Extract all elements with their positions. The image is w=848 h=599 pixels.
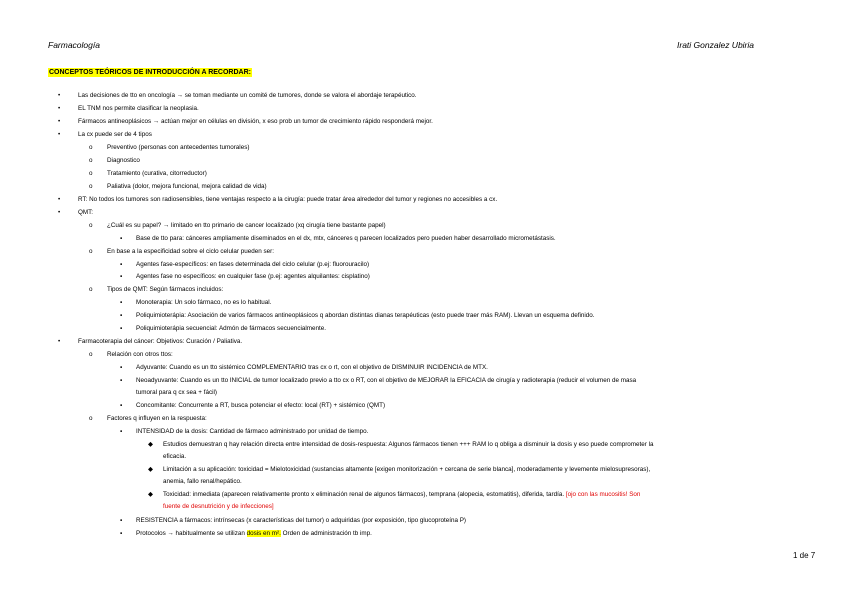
list-item: RT: No todos los tumores son radiosensibles, tiene ventajas respecto a la cirugía: puede tratar área alrededor del tumor y regiones no accesibles a cx. [78, 196, 498, 203]
disc-bullet-icon: • [58, 209, 61, 216]
list-item-continuation: tumoral para q cx sea + fácil) [136, 389, 218, 396]
disc-bullet-icon: • [58, 196, 61, 203]
list-item [163, 491, 640, 499]
list-item: Estudios demuestran q hay relación directa entre intensidad de dosis-respuesta: Algunos fármacos tienen +++ RAM lo q obliga a disminuir la dosis y eso puede comprometer la [163, 441, 654, 448]
circle-bullet-icon: o [89, 170, 93, 177]
circle-bullet-icon: o [89, 286, 93, 293]
circle-bullet-icon: o [89, 157, 93, 164]
list-item: Adyuvante: Cuando es un tto sistémico COMPLEMENTARIO tras cx o rt, con el objetivo de DISMINUIR INCIDENCIA de MTX. [136, 364, 488, 371]
section-title: CONCEPTOS TEÓRICOS DE INTRODUCCIÓN A RECORDAR: [49, 69, 251, 76]
list-item: Tratamiento (curativa, citorreductor) [107, 170, 207, 177]
list-item: Neoadyuvante: Cuando es un tto INICIAL de tumor localizado previo a tto cx o RT, con el objetivo de MEJORAR la EFICACIA de cirugía y radioterapia (reducir el volumen de masa [136, 377, 637, 384]
list-item: En base a la especificidad sobre el ciclo celular pueden ser: [107, 248, 274, 255]
page-number: 1 de 7 [793, 551, 816, 560]
list-item: ¿Cuál es su papel? → limitado en tto primario de cancer localizado (xq cirugía tiene bastante papel) [107, 222, 386, 229]
circle-bullet-icon: o [89, 183, 93, 190]
list-item: RESISTENCIA a fármacos: intrínsecas (x características del tumor) o adquiridas (por exposición, tipo glucoproteína P) [136, 517, 467, 524]
protocol-text: Protocolos → habitualmente se utilizan [136, 530, 247, 537]
diamond-bullet-icon: ◆ [148, 491, 153, 498]
circle-bullet-icon: o [89, 248, 93, 255]
list-item: Poliquimioterápia secuencial: Admón de fármacos secuencialmente. [136, 325, 327, 332]
list-item: Fármacos antineoplásicos → actúan mejor en células en división, x eso prob un tumor de crecimiento rápido responderá mejor. [78, 118, 433, 125]
list-item-continuation: anemia, fallo renal/hepático. [163, 478, 242, 485]
list-item [136, 530, 372, 538]
list-item: La cx puede ser de 4 tipos [78, 131, 152, 138]
list-item: QMT: [78, 209, 94, 216]
list-item: Limitación a su aplicación: toxicidad = Mielotoxicidad (sustancias altamente [exigen monitorización + cercana de serie blanca], moderadamente y levemente mielosupresoras), [163, 466, 651, 473]
toxicity-text: Toxicidad: inmediata (aparecen relativamente pronto x eliminación renal de algunos fármacos), temprana (alopecia, estomatitis), diferida, tardía. [163, 491, 565, 498]
protocol-text-end: Orden de administración tb imp. [280, 530, 372, 537]
list-item: Preventivo (personas con antecedentes tumorales) [107, 144, 250, 151]
disc-bullet-icon: • [58, 118, 61, 125]
disc-bullet-icon: • [58, 105, 61, 112]
disc-bullet-icon: • [58, 131, 61, 138]
square-bullet-icon: ▪ [120, 261, 123, 268]
list-item: Factores q influyen en la respuesta: [107, 415, 207, 422]
list-item: Agentes fase-específicos: en fases determinada del ciclo celular (p.ej: fluorouracilo) [136, 261, 370, 268]
header-author: Irati Gonzalez Ubiria [677, 40, 755, 50]
square-bullet-icon: ▪ [120, 402, 123, 409]
list-item: EL TNM nos permite clasificar la neoplasia. [78, 105, 199, 112]
list-item-continuation: eficacia. [163, 453, 187, 460]
list-item: Farmacoterapia del cáncer: Objetivos: Curación / Paliativa. [78, 338, 243, 345]
list-item: Las decisiones de tto en oncología → se toman mediante un comité de tumores, donde se valora el abordaje terapéutico. [78, 92, 417, 99]
square-bullet-icon: ▪ [120, 235, 123, 242]
circle-bullet-icon: o [89, 144, 93, 151]
mucositis-warning: [ojo con las mucositis! Son [564, 491, 641, 498]
square-bullet-icon: ▪ [120, 428, 123, 435]
square-bullet-icon: ▪ [120, 364, 123, 371]
square-bullet-icon: ▪ [120, 312, 123, 319]
mucositis-warning-continuation: fuente de desnutrición y de infecciones] [163, 503, 274, 510]
list-item: Concomitante: Concurrente a RT, busca potenciar el efecto: local (RT) + sistémico (QMT) [136, 402, 386, 409]
list-item: Agentes fase no específicos: en cualquier fase (p.ej: agentes alquilantes: cisplatino) [136, 273, 370, 280]
disc-bullet-icon: • [58, 92, 61, 99]
list-item: Tipos de QMT: Según fármacos incluidos: [107, 286, 224, 293]
list-item: Paliativa (dolor, mejora funcional, mejora calidad de vida) [107, 183, 267, 190]
square-bullet-icon: ▪ [120, 377, 123, 384]
circle-bullet-icon: o [89, 222, 93, 229]
list-item: Base de tto para: cánceres ampliamente diseminados en el dx, mtx, cánceres q parecen localizados pero pueden haber desarrollado micrometástasis. [136, 235, 556, 242]
list-item: Diagnostico [107, 157, 140, 164]
disc-bullet-icon: • [58, 338, 61, 345]
list-item: Poliquimioterápia: Asociación de varios fármacos antineoplásicos q abordan distintas dianas terapéuticas (esto puede traer más RAM). Llevan un esquema definido. [136, 312, 595, 319]
dose-highlight: dosis en m². [246, 530, 281, 537]
circle-bullet-icon: o [89, 351, 93, 358]
square-bullet-icon: ▪ [120, 325, 123, 332]
square-bullet-icon: ▪ [120, 273, 123, 280]
list-item: INTENSIDAD de la dosis: Cantidad de fármaco administrado por unidad de tiempo. [136, 428, 369, 435]
square-bullet-icon: ▪ [120, 530, 123, 537]
circle-bullet-icon: o [89, 415, 93, 422]
list-item: Relación con otros ttos: [107, 351, 173, 358]
list-item: Monoterapia: Un solo fármaco, no es lo habitual. [136, 299, 272, 306]
header-subject: Farmacología [48, 40, 100, 50]
diamond-bullet-icon: ◆ [148, 466, 153, 473]
diamond-bullet-icon: ◆ [148, 441, 153, 448]
square-bullet-icon: ▪ [120, 517, 123, 524]
square-bullet-icon: ▪ [120, 299, 123, 306]
